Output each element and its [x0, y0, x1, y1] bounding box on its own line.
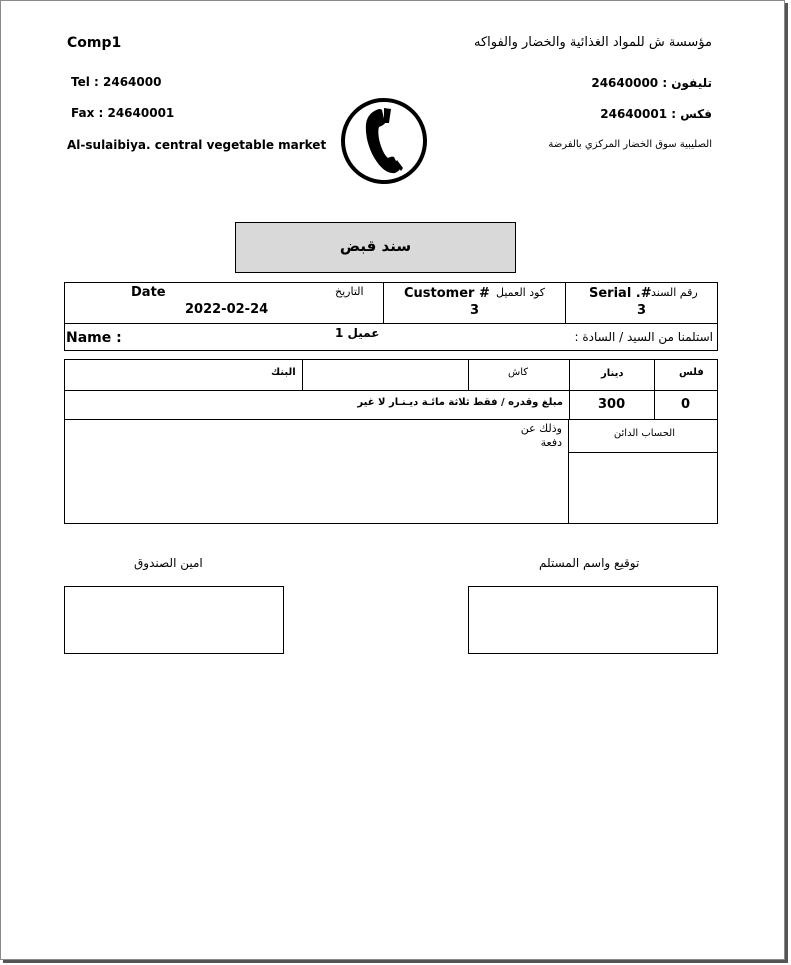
serial-label-ar: رقم السند — [651, 286, 698, 299]
bank-label: البنك — [271, 367, 296, 378]
customer-label-en: Customer # — [404, 286, 490, 301]
company-name-ar: مؤسسة ش للمواد الغذائية والخضار والفواكه — [473, 35, 712, 50]
customer-value: 3 — [470, 303, 480, 318]
payment-divider-fils — [654, 360, 655, 419]
for-label: وذلك عن — [520, 422, 562, 435]
dinar-label: دينار — [601, 368, 624, 379]
phone-handset-icon — [339, 96, 429, 186]
customer-label-ar: كود العميل — [496, 286, 546, 299]
receiver-signature-box — [468, 586, 718, 654]
info-table — [64, 282, 718, 324]
receiver-label: توقيع واسم المستلم — [539, 556, 640, 570]
amount-in-words: مبلغ وقدره / فقط ثلاثة مائـة ديـنـار لا غير — [357, 397, 563, 408]
payment-divider-words — [569, 360, 570, 419]
date-value: 2022-02-24 — [185, 302, 269, 317]
payment-divider-cash — [468, 360, 469, 390]
account-divider — [568, 452, 717, 453]
date-label-en: Date — [131, 285, 166, 300]
dinar-value: 300 — [598, 397, 626, 412]
name-label-ar: استلمنا من السيد / السادة : — [574, 330, 713, 344]
for-value: دفعة — [540, 436, 562, 449]
serial-value: 3 — [637, 303, 647, 318]
payment-row-divider — [65, 390, 717, 391]
serial-label-en: Serial .# — [589, 286, 652, 301]
account-label: الحساب الدائن — [613, 428, 675, 439]
tel-ar: تليفون : 24640000 — [591, 76, 712, 90]
voucher-title: سند قبض — [339, 237, 412, 255]
tel-en: Tel : 2464000 — [71, 75, 162, 89]
cashier-signature-box — [64, 586, 284, 654]
fax-en: Fax : 24640001 — [71, 106, 175, 120]
date-label-ar: التاريخ — [335, 285, 364, 298]
name-row — [64, 323, 718, 351]
cash-label: كاش — [508, 367, 529, 378]
voucher-title-box — [235, 222, 516, 273]
name-label-en: Name : — [66, 330, 122, 346]
address-en: Al-sulaibiya. central vegetable market — [67, 138, 327, 152]
details-divider — [568, 420, 569, 523]
fax-ar: فكس : 24640001 — [600, 107, 712, 121]
customer-name: عميل 1 — [335, 326, 380, 340]
payment-table — [64, 359, 718, 420]
fils-value: 0 — [681, 397, 691, 412]
fils-label: فلس — [679, 367, 704, 378]
info-divider-2 — [565, 283, 566, 323]
payment-divider-bank — [302, 360, 303, 390]
address-ar: الصليبية سوق الخضار المركزي بالفرضة — [548, 139, 712, 150]
cashier-label: امين الصندوق — [134, 556, 203, 570]
info-divider-1 — [383, 283, 384, 323]
company-name-en: Comp1 — [67, 35, 122, 51]
details-box — [64, 419, 718, 524]
